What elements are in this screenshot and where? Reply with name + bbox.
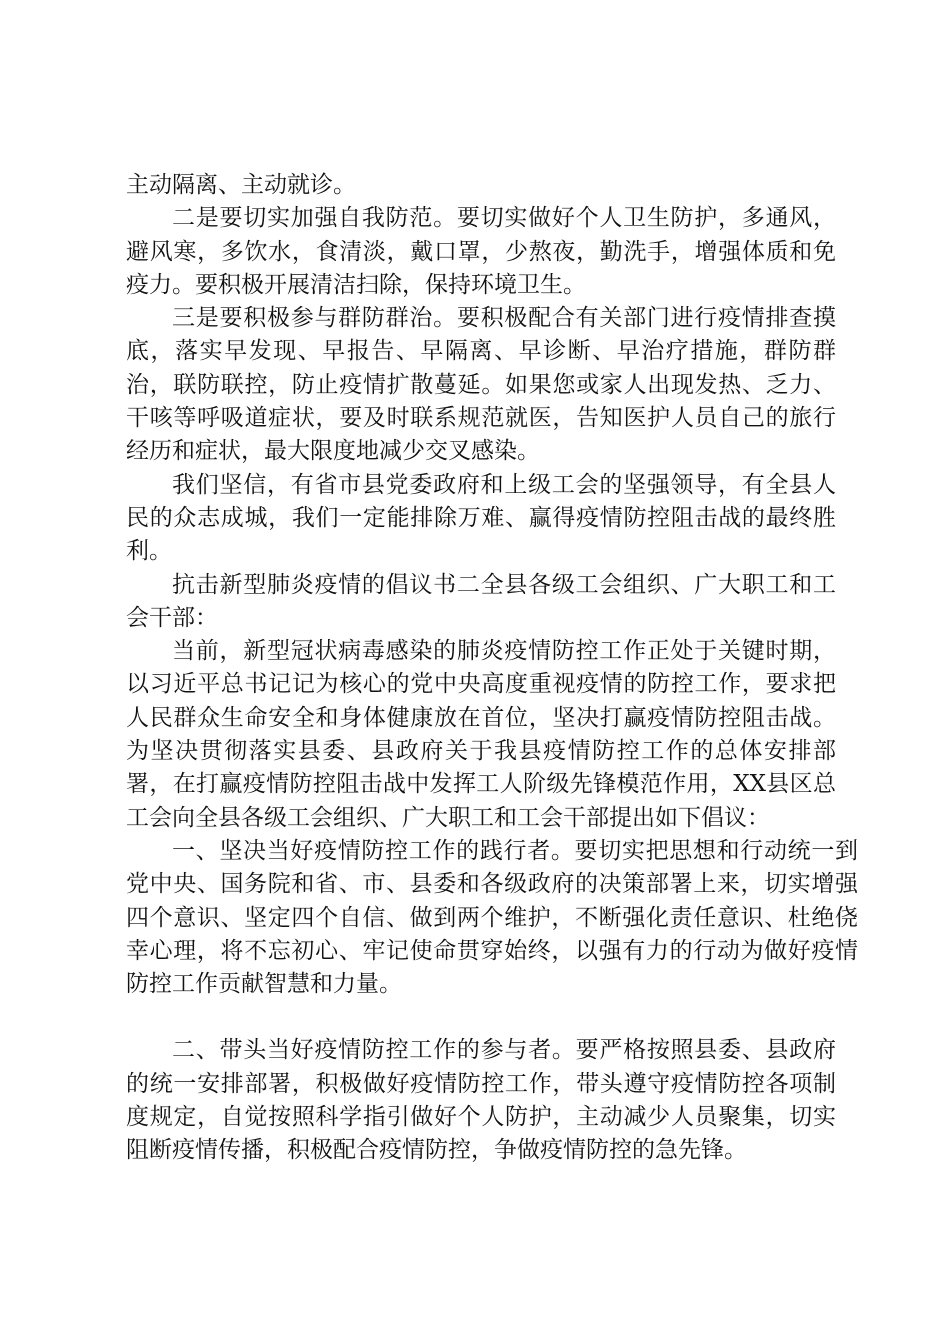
- paragraph-proposal-heading: 抗击新型肺炎疫情的倡议书二全县各级工会组织、广大职工和工会干部：: [126, 571, 836, 631]
- paragraph-confidence: 我们坚信，有省市县党委政府和上级工会的坚强领导，有全县人民的众志成城，我们一定能排除万难、赢得疫情防控阻击战的最终胜利。: [126, 471, 836, 565]
- paragraph-practitioner: 一、坚决当好疫情防控工作的践行者。要切实把思想和行动统一到党中央、国务院和省、市、县委和各级政府的决策部署上来，切实增强四个意识、坚定四个自信、做到两个维护，不断强化责任意识、杜绝侥幸心理，将不忘初心、牢记使命贯穿始终，以强有力的行动为做好疫情防控工作贡献智慧和力量。: [126, 837, 858, 998]
- paragraph-spacer: [126, 1001, 836, 1034]
- paragraph-participant: 二、带头当好疫情防控工作的参与者。要严格按照县委、县政府的统一安排部署，积极做好疫情防控工作，带头遵守疫情防控各项制度规定，自觉按照科学指引做好个人防护，主动减少人员聚集，切实阻断疫情传播，积极配合疫情防控，争做疫情防控的急先锋。: [126, 1037, 836, 1164]
- paragraph-continuation: 主动隔离、主动就诊。: [126, 172, 356, 198]
- document-body: [126, 169, 858, 1168]
- paragraph-current-situation: 当前，新型冠状病毒感染的肺炎疫情防控工作正处于关键时期，以习近平总书记记为核心的党中央高度重视疫情的防控工作，要求把人民群众生命安全和身体健康放在首位，坚决打赢疫情防控阻击战。为坚决贯彻落实县委、县政府关于我县疫情防控工作的总体安排部署，在打赢疫情防控阻击战中发挥工人阶级先锋模范作用，XX县区总工会向全县各级工会组织、广大职工和工会干部提出如下倡议：: [126, 638, 836, 831]
- paragraph-self-protection: 二是要切实加强自我防范。要切实做好个人卫生防护，多通风，避风寒，多饮水，食清淡，戴口罩，少熬夜，勤洗手，增强体质和免疫力。要积极开展清洁扫除，保持环境卫生。: [126, 205, 836, 298]
- paragraph-group-prevention: 三是要积极参与群防群治。要积极配合有关部门进行疫情排查摸底，落实早发现、早报告、早隔离、早诊断、早治疗措施，群防群治，联防联控，防止疫情扩散蔓延。如果您或家人出现发热、乏力、干咳等呼吸道症状，要及时联系规范就医，告知医护人员自己的旅行经历和症状，最大限度地减少交叉感染。: [126, 305, 836, 465]
